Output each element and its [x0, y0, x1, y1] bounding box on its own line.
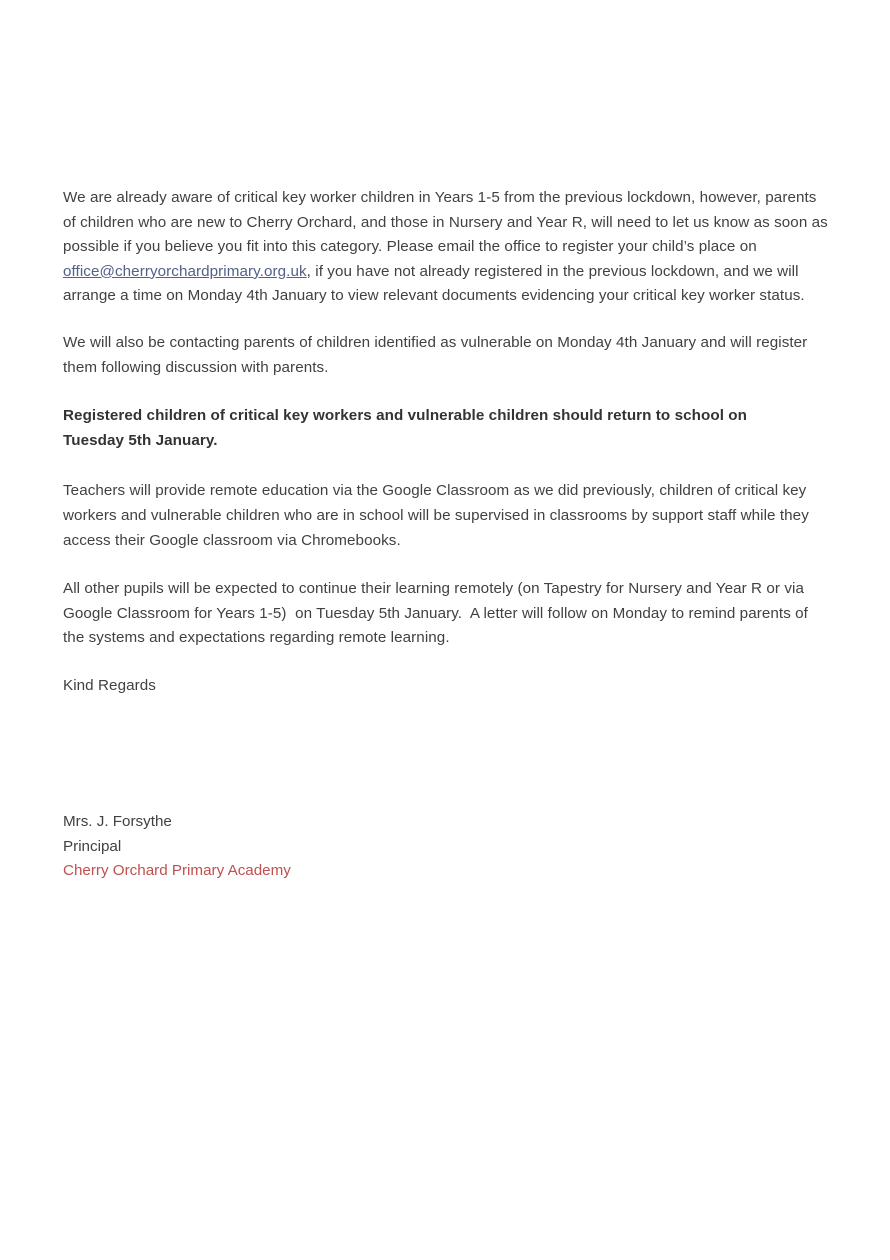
- office-email-link[interactable]: office@cherryorchardprimary.org.uk: [63, 262, 307, 280]
- paragraph-1-text-after-link: , if you have not already registered in the previous lockdown, and we will arrange a time on Monday 4th January to view relevant documents evidencing your critical key worker status.: [63, 262, 805, 305]
- signature-title: Principal: [63, 837, 122, 855]
- closing-salutation: Kind Regards: [63, 676, 156, 694]
- paragraph-remote-education: Teachers will provide remote education via the Google Classroom as we did previously, children of critical key workers and vulnerable children who are in school will be supervised in classrooms by support staff while they access their Google classroom via Chromebooks.: [63, 482, 814, 549]
- letter-body: [63, 186, 833, 699]
- signature-name: Mrs. J. Forsythe: [63, 813, 172, 830]
- paragraph-return-to-school-bold: Registered children of critical key workers and vulnerable children should return to school on Tuesday 5th January.: [63, 407, 752, 449]
- paragraph-key-worker-registration: [63, 186, 833, 309]
- paragraph-other-pupils: All other pupils will be expected to continue their learning remotely (on Tapestry for Nursery and Year R or via Google Classroom for Years 1-5) on Tuesday 5th January. A letter will follow on Monday to remind parents of the systems and expectations regarding remote learning.: [63, 580, 813, 647]
- signature-organisation: Cherry Orchard Primary Academy: [63, 862, 291, 880]
- paragraph-vulnerable-children: We will also be contacting parents of children identified as vulnerable on Monday 4th January and will register them following discussion with parents.: [63, 333, 812, 376]
- signature-block: [63, 810, 291, 884]
- paragraph-1-text-before-link: We are already aware of critical key worker children in Years 1-5 from the previous lockdown, however, parents of children who are new to Cherry Orchard, and those in Nursery and Year R, will need to let us know as soon as possible if you believe you fit into this category. Please email the office to register your child’s place on: [63, 189, 833, 256]
